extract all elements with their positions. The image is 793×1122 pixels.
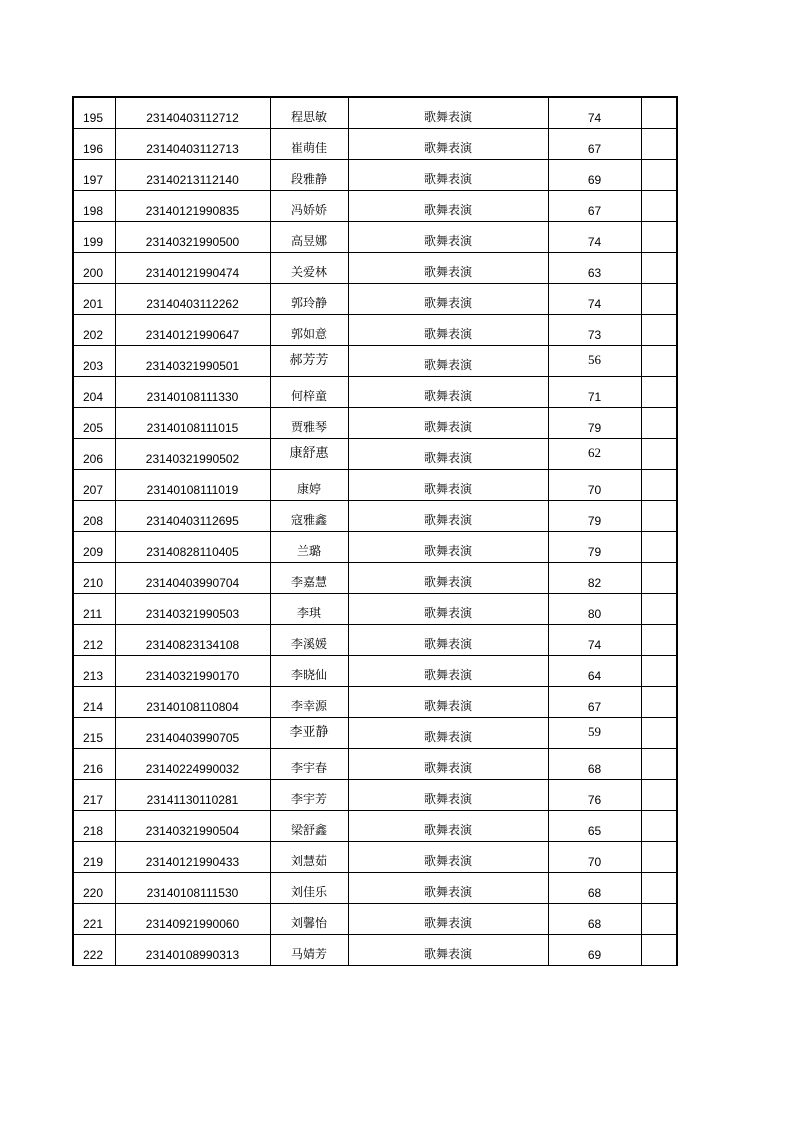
row-number-cell: 222: [73, 934, 115, 965]
row-number-cell: 217: [73, 779, 115, 810]
row-number-cell: 214: [73, 686, 115, 717]
remarks-cell: [641, 717, 677, 748]
candidate-name-cell: 马婧芳: [270, 934, 348, 965]
remarks-cell: [641, 810, 677, 841]
remarks-cell: [641, 469, 677, 500]
score-cell: 67: [548, 686, 641, 717]
major-cell: 歌舞表演: [348, 624, 548, 655]
row-number-cell: 201: [73, 283, 115, 314]
remarks-cell: [641, 283, 677, 314]
score-cell: 67: [548, 190, 641, 221]
row-number-cell: 198: [73, 190, 115, 221]
score-cell: 74: [548, 624, 641, 655]
score-cell: 63: [548, 252, 641, 283]
table-row: [73, 500, 677, 531]
candidate-id-cell: 23140108111330: [115, 376, 270, 407]
row-number-cell: 219: [73, 841, 115, 872]
candidate-name-cell: 郭如意: [270, 314, 348, 345]
table-row: [73, 128, 677, 159]
row-number-cell: 204: [73, 376, 115, 407]
remarks-cell: [641, 159, 677, 190]
score-cell: 80: [548, 593, 641, 624]
row-number-cell: 200: [73, 252, 115, 283]
candidate-name-cell: 段雅静: [270, 159, 348, 190]
candidate-id-cell: 23140403112262: [115, 283, 270, 314]
candidate-name-cell: 李溪媛: [270, 624, 348, 655]
remarks-cell: [641, 624, 677, 655]
candidate-id-cell: 23140121990647: [115, 314, 270, 345]
candidate-name-cell: 刘佳乐: [270, 872, 348, 903]
candidate-name-cell: 李宇春: [270, 748, 348, 779]
major-cell: 歌舞表演: [348, 128, 548, 159]
major-cell: 歌舞表演: [348, 221, 548, 252]
row-number-cell: 209: [73, 531, 115, 562]
score-cell: 76: [548, 779, 641, 810]
candidate-name-cell: 何梓童: [270, 376, 348, 407]
row-number-cell: 206: [73, 438, 115, 469]
remarks-cell: [641, 376, 677, 407]
candidate-id-cell: 23140224990032: [115, 748, 270, 779]
table-row: [73, 779, 677, 810]
row-number-cell: 205: [73, 407, 115, 438]
major-cell: 歌舞表演: [348, 407, 548, 438]
remarks-cell: [641, 841, 677, 872]
score-cell: 68: [548, 748, 641, 779]
score-cell: 62: [548, 438, 641, 469]
table-row: [73, 376, 677, 407]
row-number-cell: 213: [73, 655, 115, 686]
major-cell: 歌舞表演: [348, 438, 548, 469]
table-row: [73, 190, 677, 221]
candidate-name-cell: 康婷: [270, 469, 348, 500]
score-cell: 79: [548, 407, 641, 438]
table-row: [73, 97, 677, 128]
score-cell: 79: [548, 531, 641, 562]
row-number-cell: 207: [73, 469, 115, 500]
major-cell: 歌舞表演: [348, 872, 548, 903]
candidate-name-cell: 李幸源: [270, 686, 348, 717]
candidate-id-cell: 23140108111015: [115, 407, 270, 438]
major-cell: 歌舞表演: [348, 903, 548, 934]
row-number-cell: 215: [73, 717, 115, 748]
score-cell: 68: [548, 872, 641, 903]
table-row: [73, 221, 677, 252]
remarks-cell: [641, 934, 677, 965]
major-cell: 歌舞表演: [348, 593, 548, 624]
table-row: [73, 841, 677, 872]
candidate-id-cell: 23140321990502: [115, 438, 270, 469]
candidate-id-cell: 23140823134108: [115, 624, 270, 655]
table-row: [73, 159, 677, 190]
remarks-cell: [641, 655, 677, 686]
table-row: [73, 252, 677, 283]
candidate-id-cell: 23140403112713: [115, 128, 270, 159]
table-row: [73, 686, 677, 717]
remarks-cell: [641, 97, 677, 128]
candidate-id-cell: 23140403112712: [115, 97, 270, 128]
major-cell: 歌舞表演: [348, 531, 548, 562]
table-row: [73, 314, 677, 345]
major-cell: 歌舞表演: [348, 283, 548, 314]
score-cell: 74: [548, 221, 641, 252]
major-cell: 歌舞表演: [348, 779, 548, 810]
major-cell: 歌舞表演: [348, 655, 548, 686]
table-row: [73, 748, 677, 779]
table-row: [73, 903, 677, 934]
table-row: [73, 438, 677, 469]
table-row: [73, 624, 677, 655]
candidate-name-cell: 李晓仙: [270, 655, 348, 686]
candidate-name-cell: 刘馨怡: [270, 903, 348, 934]
remarks-cell: [641, 252, 677, 283]
major-cell: 歌舞表演: [348, 469, 548, 500]
row-number-cell: 199: [73, 221, 115, 252]
row-number-cell: 216: [73, 748, 115, 779]
row-number-cell: 203: [73, 345, 115, 376]
candidate-name-cell: 李亚静: [270, 717, 348, 748]
major-cell: 歌舞表演: [348, 190, 548, 221]
major-cell: 歌舞表演: [348, 810, 548, 841]
candidate-id-cell: 23140213112140: [115, 159, 270, 190]
candidate-name-cell: 贾雅琴: [270, 407, 348, 438]
row-number-cell: 208: [73, 500, 115, 531]
major-cell: 歌舞表演: [348, 934, 548, 965]
remarks-cell: [641, 562, 677, 593]
table-row: [73, 562, 677, 593]
remarks-cell: [641, 748, 677, 779]
candidate-name-cell: 郝芳芳: [270, 345, 348, 376]
candidate-name-cell: 李琪: [270, 593, 348, 624]
table-body: [73, 97, 677, 965]
candidate-id-cell: 23140121990433: [115, 841, 270, 872]
remarks-cell: [641, 438, 677, 469]
candidate-name-cell: 关爱林: [270, 252, 348, 283]
table-row: [73, 810, 677, 841]
row-number-cell: 196: [73, 128, 115, 159]
remarks-cell: [641, 779, 677, 810]
candidate-name-cell: 李嘉慧: [270, 562, 348, 593]
candidate-name-cell: 刘慧茹: [270, 841, 348, 872]
candidate-id-cell: 23140321990170: [115, 655, 270, 686]
remarks-cell: [641, 221, 677, 252]
score-cell: 65: [548, 810, 641, 841]
score-cell: 69: [548, 934, 641, 965]
candidate-name-cell: 崔萌佳: [270, 128, 348, 159]
table-row: [73, 934, 677, 965]
score-cell: 68: [548, 903, 641, 934]
remarks-cell: [641, 407, 677, 438]
major-cell: 歌舞表演: [348, 376, 548, 407]
candidate-id-cell: 23140403990705: [115, 717, 270, 748]
score-cell: 74: [548, 97, 641, 128]
score-cell: 59: [548, 717, 641, 748]
major-cell: 歌舞表演: [348, 748, 548, 779]
row-number-cell: 221: [73, 903, 115, 934]
candidate-id-cell: 23140321990501: [115, 345, 270, 376]
major-cell: 歌舞表演: [348, 314, 548, 345]
table-row: [73, 531, 677, 562]
score-cell: 82: [548, 562, 641, 593]
candidate-name-cell: 梁舒鑫: [270, 810, 348, 841]
candidate-id-cell: 23140403112695: [115, 500, 270, 531]
major-cell: 歌舞表演: [348, 97, 548, 128]
candidate-name-cell: 兰璐: [270, 531, 348, 562]
candidate-name-cell: 郭玲静: [270, 283, 348, 314]
major-cell: 歌舞表演: [348, 841, 548, 872]
table-row: [73, 407, 677, 438]
remarks-cell: [641, 314, 677, 345]
remarks-cell: [641, 128, 677, 159]
candidate-name-cell: 李宇芳: [270, 779, 348, 810]
score-cell: 69: [548, 159, 641, 190]
major-cell: 歌舞表演: [348, 562, 548, 593]
row-number-cell: 202: [73, 314, 115, 345]
row-number-cell: 197: [73, 159, 115, 190]
row-number-cell: 211: [73, 593, 115, 624]
candidate-name-cell: 康舒惠: [270, 438, 348, 469]
score-cell: 73: [548, 314, 641, 345]
major-cell: 歌舞表演: [348, 500, 548, 531]
score-cell: 74: [548, 283, 641, 314]
results-table: [72, 96, 678, 966]
candidate-id-cell: 23140828110405: [115, 531, 270, 562]
candidate-id-cell: 23140321990500: [115, 221, 270, 252]
major-cell: 歌舞表演: [348, 252, 548, 283]
table-row: [73, 469, 677, 500]
table-row: [73, 283, 677, 314]
candidate-id-cell: 23140121990835: [115, 190, 270, 221]
table-row: [73, 717, 677, 748]
candidate-id-cell: 23140321990503: [115, 593, 270, 624]
row-number-cell: 210: [73, 562, 115, 593]
major-cell: 歌舞表演: [348, 686, 548, 717]
candidate-name-cell: 程思敏: [270, 97, 348, 128]
table-row: [73, 345, 677, 376]
major-cell: 歌舞表演: [348, 345, 548, 376]
remarks-cell: [641, 500, 677, 531]
score-cell: 71: [548, 376, 641, 407]
candidate-name-cell: 寇雅鑫: [270, 500, 348, 531]
remarks-cell: [641, 872, 677, 903]
candidate-id-cell: 23140108110804: [115, 686, 270, 717]
candidate-id-cell: 23140121990474: [115, 252, 270, 283]
candidate-id-cell: 23141130110281: [115, 779, 270, 810]
candidate-name-cell: 高昱娜: [270, 221, 348, 252]
score-cell: 64: [548, 655, 641, 686]
table-row: [73, 872, 677, 903]
candidate-id-cell: 23140108111530: [115, 872, 270, 903]
candidate-id-cell: 23140403990704: [115, 562, 270, 593]
row-number-cell: 218: [73, 810, 115, 841]
remarks-cell: [641, 531, 677, 562]
candidate-id-cell: 23140108990313: [115, 934, 270, 965]
score-cell: 56: [548, 345, 641, 376]
score-cell: 70: [548, 841, 641, 872]
major-cell: 歌舞表演: [348, 159, 548, 190]
remarks-cell: [641, 903, 677, 934]
candidate-id-cell: 23140321990504: [115, 810, 270, 841]
table-row: [73, 593, 677, 624]
remarks-cell: [641, 345, 677, 376]
remarks-cell: [641, 593, 677, 624]
candidate-name-cell: 冯娇娇: [270, 190, 348, 221]
score-cell: 70: [548, 469, 641, 500]
score-cell: 67: [548, 128, 641, 159]
row-number-cell: 220: [73, 872, 115, 903]
remarks-cell: [641, 686, 677, 717]
row-number-cell: 212: [73, 624, 115, 655]
remarks-cell: [641, 190, 677, 221]
candidate-id-cell: 23140108111019: [115, 469, 270, 500]
candidate-id-cell: 23140921990060: [115, 903, 270, 934]
row-number-cell: 195: [73, 97, 115, 128]
score-cell: 79: [548, 500, 641, 531]
major-cell: 歌舞表演: [348, 717, 548, 748]
table-row: [73, 655, 677, 686]
